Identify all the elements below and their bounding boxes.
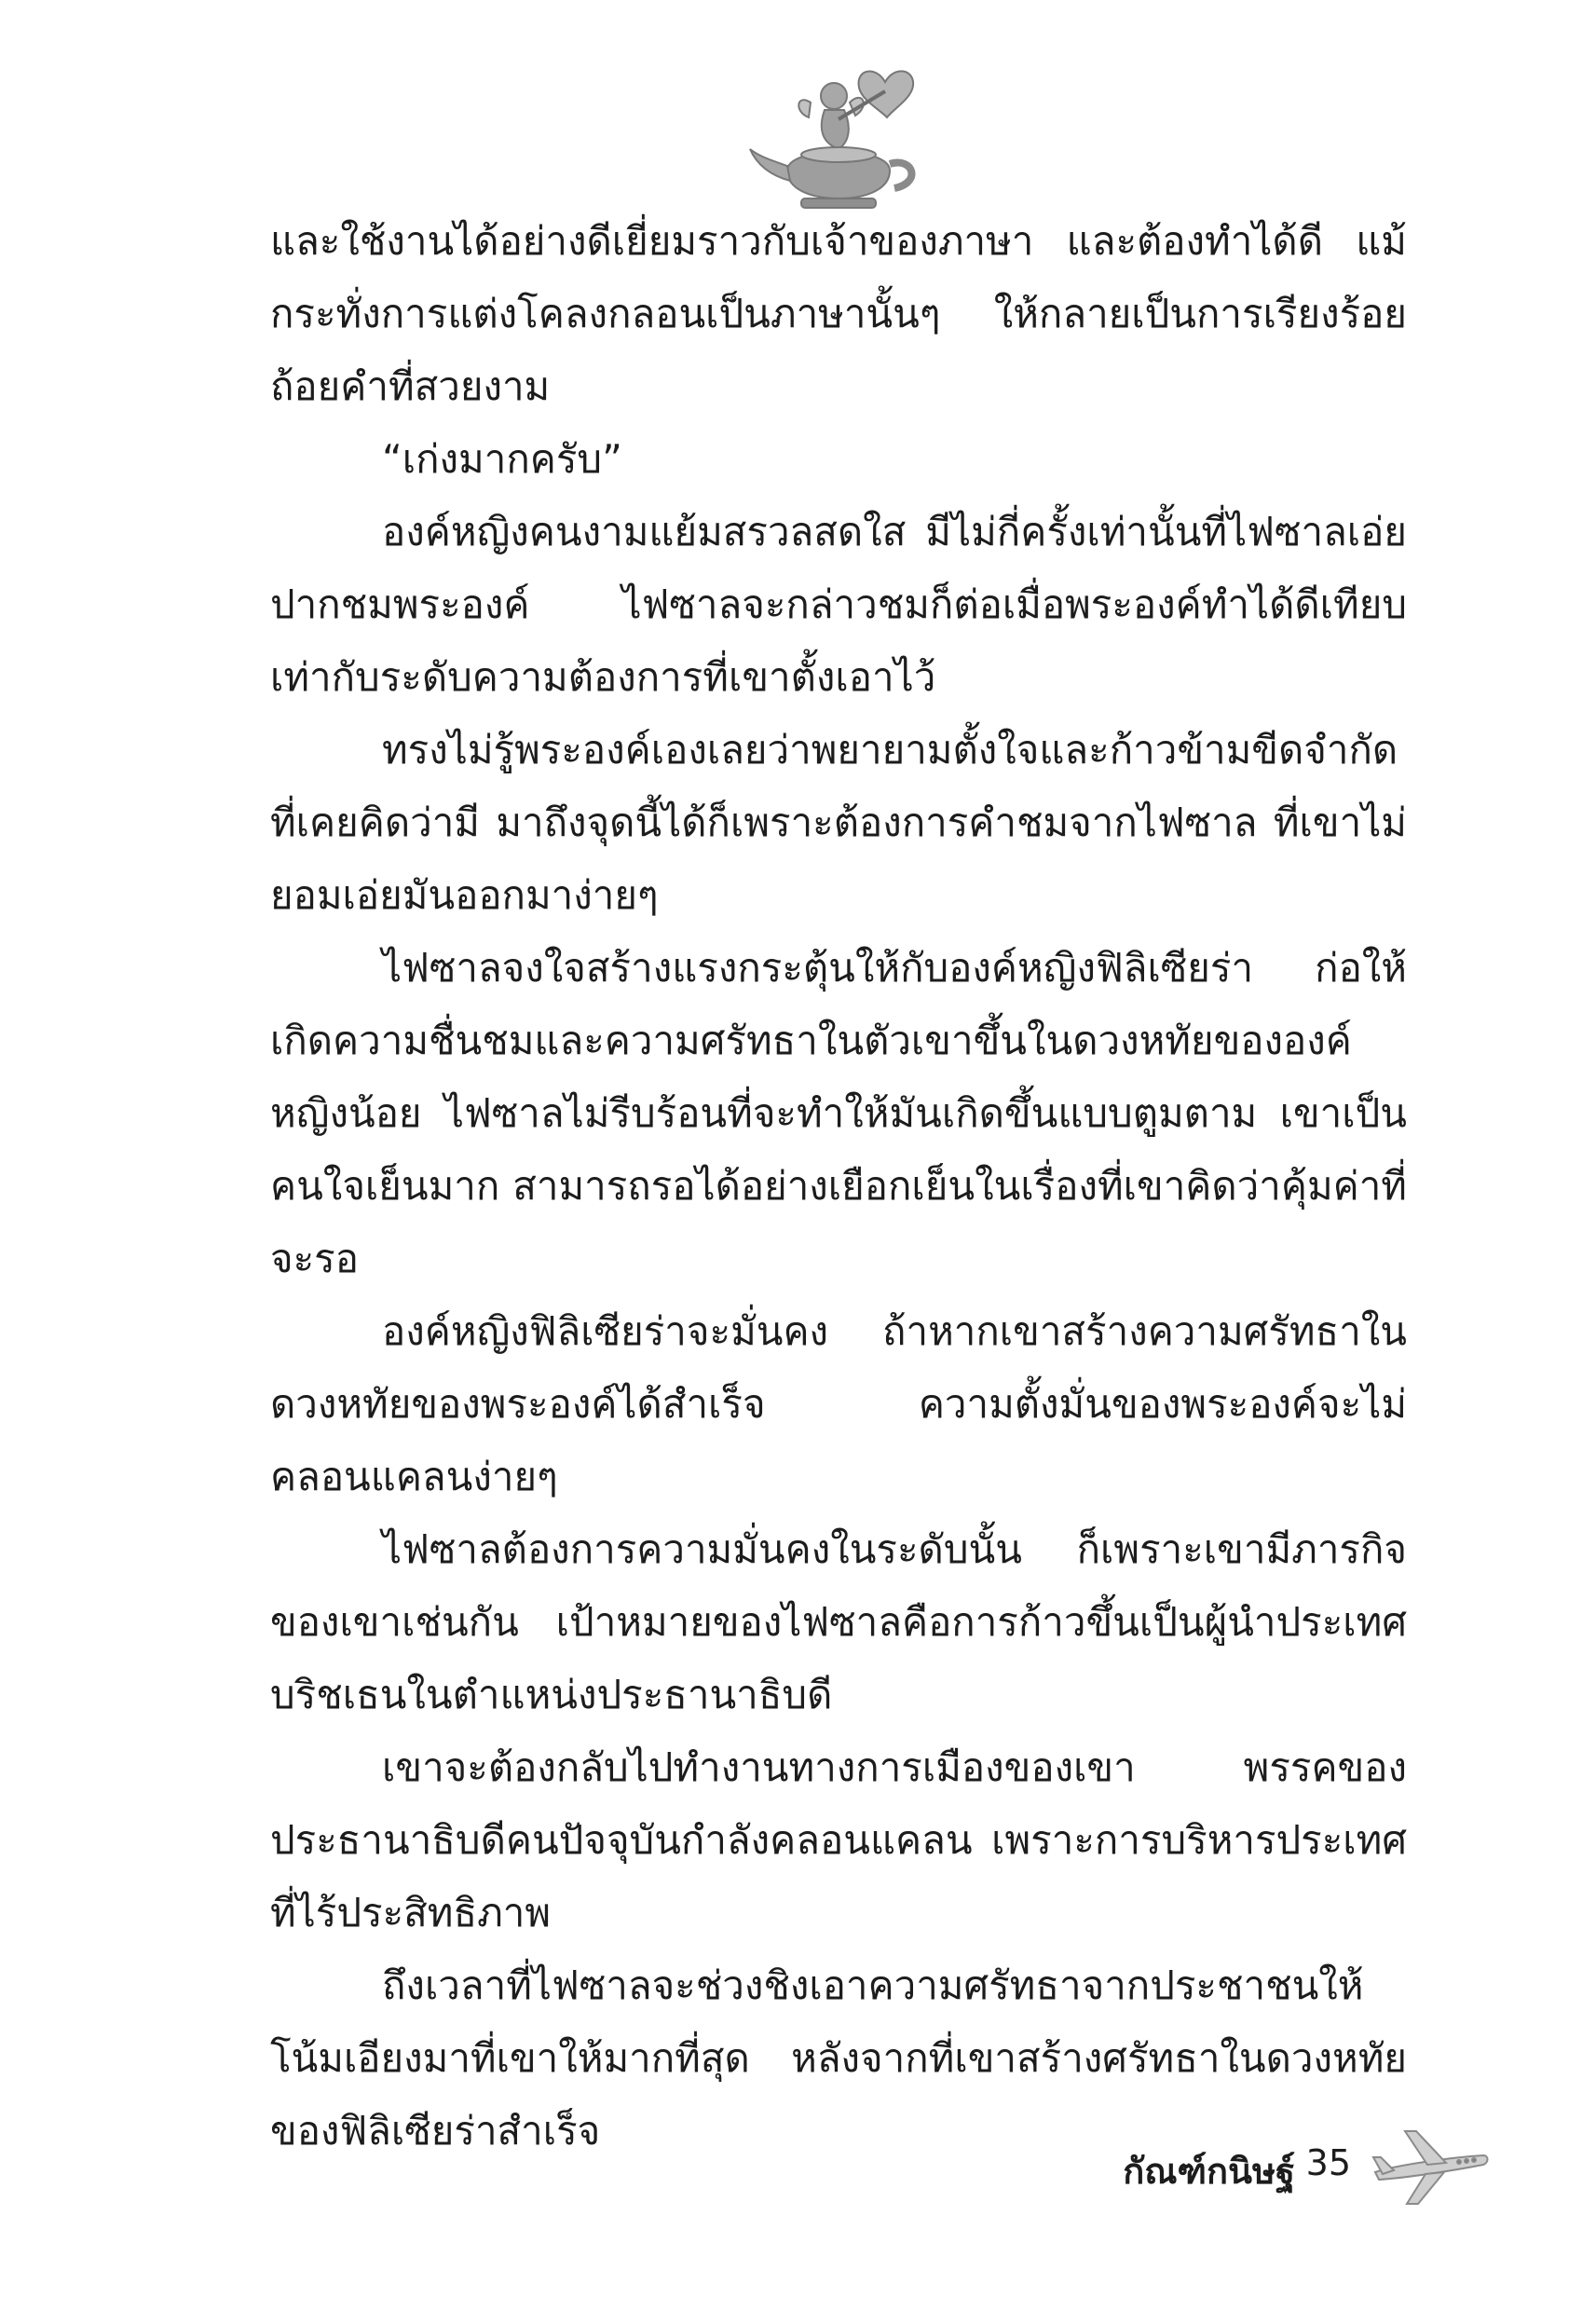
footer-author: กัณฑ์กนิษฐ์ — [1123, 2151, 1295, 2192]
paragraph-2: “เก่งมากครับ” — [382, 436, 622, 482]
paragraph-7: ไฟซาลต้องการความมั่นคงในระดับนั้น ก็เพราะเขามีภารกิจของเขาเช่นกัน เป้าหมายของไฟซาลคือการก้าวขึ้นเป็นผู้นำประเทศบริชเธนในตำแหน่งประธานาธิบดี — [270, 1526, 1407, 1717]
paragraph-5: ไฟซาลจงใจสร้างแรงกระตุ้นให้กับองค์หญิงฟิลิเซียร่า ก่อให้เกิดความชื่นชมและความศรัทธาในตัวเขาขึ้นในดวงหทัยขององค์หญิงน้อย ไฟซาลไม่รีบร้อนที่จะทำให้มันเกิดขึ้นแบบตูมตาม เขาเป็นคนใจเย็นมาก สามารถรอได้อย่างเยือกเย็นในเรื่องที่เขาคิดว่าคุ้มค่าที่จะรอ — [270, 945, 1407, 1281]
paragraph-6: องค์หญิงฟิลิเซียร่าจะมั่นคง ถ้าหากเขาสร้างความศรัทธาในดวงหทัยของพระองค์ได้สำเร็จ ความตั้งมั่นของพระองค์จะไม่คลอนแคลนง่ายๆ — [270, 1308, 1407, 1499]
page-number: 35 — [1305, 2142, 1351, 2183]
paragraph-9: ถึงเวลาที่ไฟซาลจะช่วงชิงเอาความศรัทธาจากประชาชนให้โน้มเอียงมาที่เขาให้มากที่สุด หลังจากที่เขาสร้างศรัทธาในดวงหทัยของฟิลิเซียร่าสำเร็จ — [270, 1962, 1407, 2154]
paragraph-3: องค์หญิงคนงามแย้มสรวลสดใส มีไม่กี่ครั้งเท่านั้นที่ไฟซาลเอ่ยปากชมพระองค์ ไฟซาลจะกล่าวชมก็ต่อเมื่อพระองค์ทำได้ดีเทียบเท่ากับระดับความต้องการที่เขาตั้งเอาไว้ — [270, 509, 1407, 700]
airplane-icon — [1370, 2124, 1491, 2208]
teapot-cupid-icon — [745, 45, 932, 222]
page-footer — [1006, 2111, 1528, 2222]
paragraph-4: ทรงไม่รู้พระองค์เองเลยว่าพยายามตั้งใจและก้าวข้ามขีดจำกัดที่เคยคิดว่ามี มาถึงจุดนี้ได้ก็เพราะต้องการคำชมจากไฟซาล ที่เขาไม่ยอมเอ่ยมันออกมาง่ายๆ — [270, 727, 1407, 918]
paragraph-8: เขาจะต้องกลับไปทำงานทางการเมืองของเขา พรรคของประธานาธิบดีคนปัจจุบันกำลังคลอนแคลน เพราะการบริหารประเทศที่ไร้ประสิทธิภาพ — [270, 1744, 1407, 1935]
chapter-body — [270, 205, 1407, 2167]
paragraph-1: และใช้งานได้อย่างดีเยี่ยมราวกับเจ้าของภาษา และต้องทำได้ดี แม้กระทั่งการแต่งโคลงกลอนเป็นภาษานั้นๆ ให้กลายเป็นการเรียงร้อยถ้อยคำที่สวยงาม — [270, 218, 1407, 409]
